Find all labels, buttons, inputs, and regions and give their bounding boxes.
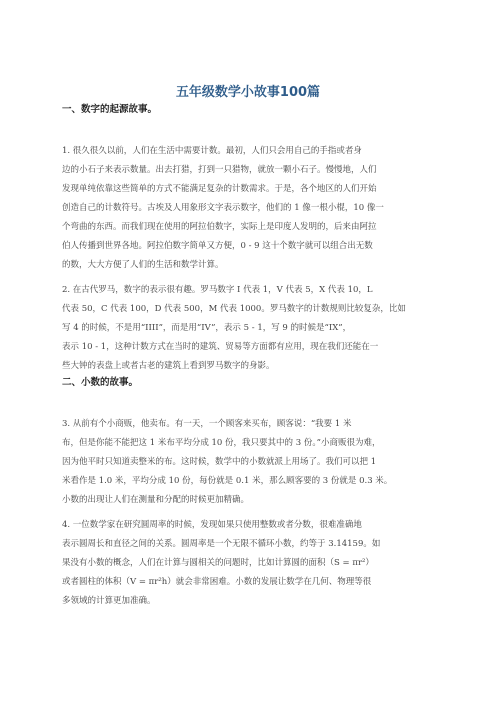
paragraph-line: 的数，大大方便了人们的生活和数学计算。 [62,260,224,270]
paragraph-line: 伯人传播到世界各地。阿拉伯数字简单又方便，0 - 9 这十个数字就可以组合出无数 [62,241,373,251]
paragraph-line: 4. 一位数学家在研究圆周率的时候，发现如果只使用整数或者分数，很难准确地 [62,520,362,530]
paragraph-line: 写 4 的时候，不是用“IIII”，而是用“IV”，表示 5 - 1，写 9 的时候是“IX”， [62,323,352,333]
paragraph-line: 米看作是 1.0 米，平均分成 10 份，每份就是 0.1 米，那么顾客要的 3 份就是 0.3 米。 [62,476,393,486]
paragraph-line: 代表 50，C 代表 100，D 代表 500，M 代表 1000。罗马数字的计数规则比较复杂，比如 [62,304,406,314]
paragraph-line: 小数的出现让人们在测量和分配的时候更加精确。 [62,495,250,505]
paragraph-line: 个弯曲的东西。而我们现在使用的阿拉伯数字，实际上是印度人发明的，后来由阿拉 [62,222,377,232]
section-heading-decimals: 二、小数的故事。 [62,377,139,388]
paragraph-2 [62,281,434,376]
paragraph-3 [62,415,434,510]
paragraph-line: 3. 从前有个小商贩，他卖布。有一天，一个顾客来买布，顾客说：“我要 1 米 [62,419,352,429]
paragraph-line: 些大钟的表盘上或者古老的建筑上看到罗马数字的身影。 [62,361,275,371]
paragraph-1 [62,142,434,275]
paragraph-line: 2. 在古代罗马，数字的表示很有趣。罗马数字 I 代表 1，V 代表 5，X 代表 10，L [62,285,373,295]
paragraph-line: 创造自己的计数符号。古埃及人用象形文字表示数字，他们的 1 像一根小棍，10 像一 [62,203,384,213]
paragraph-line: 因为他平时只知道卖整米的布。这时候，数学中的小数就派上用场了。我们可以把 1 [62,457,377,467]
paragraph-line: 多领域的计算更加准确。 [62,596,156,606]
paragraph-line: 表示圆周长和直径之间的关系。圆周率是一个无限不循环小数，约等于 3.14159。如 [62,539,381,549]
paragraph-line: 1. 很久很久以前，人们在生活中需要计数。最初，人们只会用自己的手指或者身 [62,146,362,156]
document-title: 五年级数学小故事100篇 [175,85,321,100]
paragraph-line: 果没有小数的概念，人们在计算与圆相关的问题时，比如计算圆的面积（S = πr²） [62,558,374,568]
paragraph-line: 布，但是你能不能把这 1 米布平均分成 10 份，我只要其中的 3 份。”小商贩很为难， [62,438,381,448]
paragraph-4 [62,516,434,611]
paragraph-line: 或者圆柱的体积（V = πr²h）就会非常困难。小数的发展让数学在几何、物理等很 [62,577,372,587]
paragraph-line: 边的小石子来表示数量。出去打猎，打到一只猎物，就放一颗小石子。慢慢地，人们 [62,165,377,175]
paragraph-line: 表示 10 - 1，这种计数方式在当时的建筑、贸易等方面都有应用，现在我们还能在一 [62,342,379,352]
paragraph-line: 发现单纯依靠这些简单的方式不能满足复杂的计数需求。于是，各个地区的人们开始 [62,184,377,194]
section-heading-origin: 一、数字的起源故事。 [62,104,158,115]
